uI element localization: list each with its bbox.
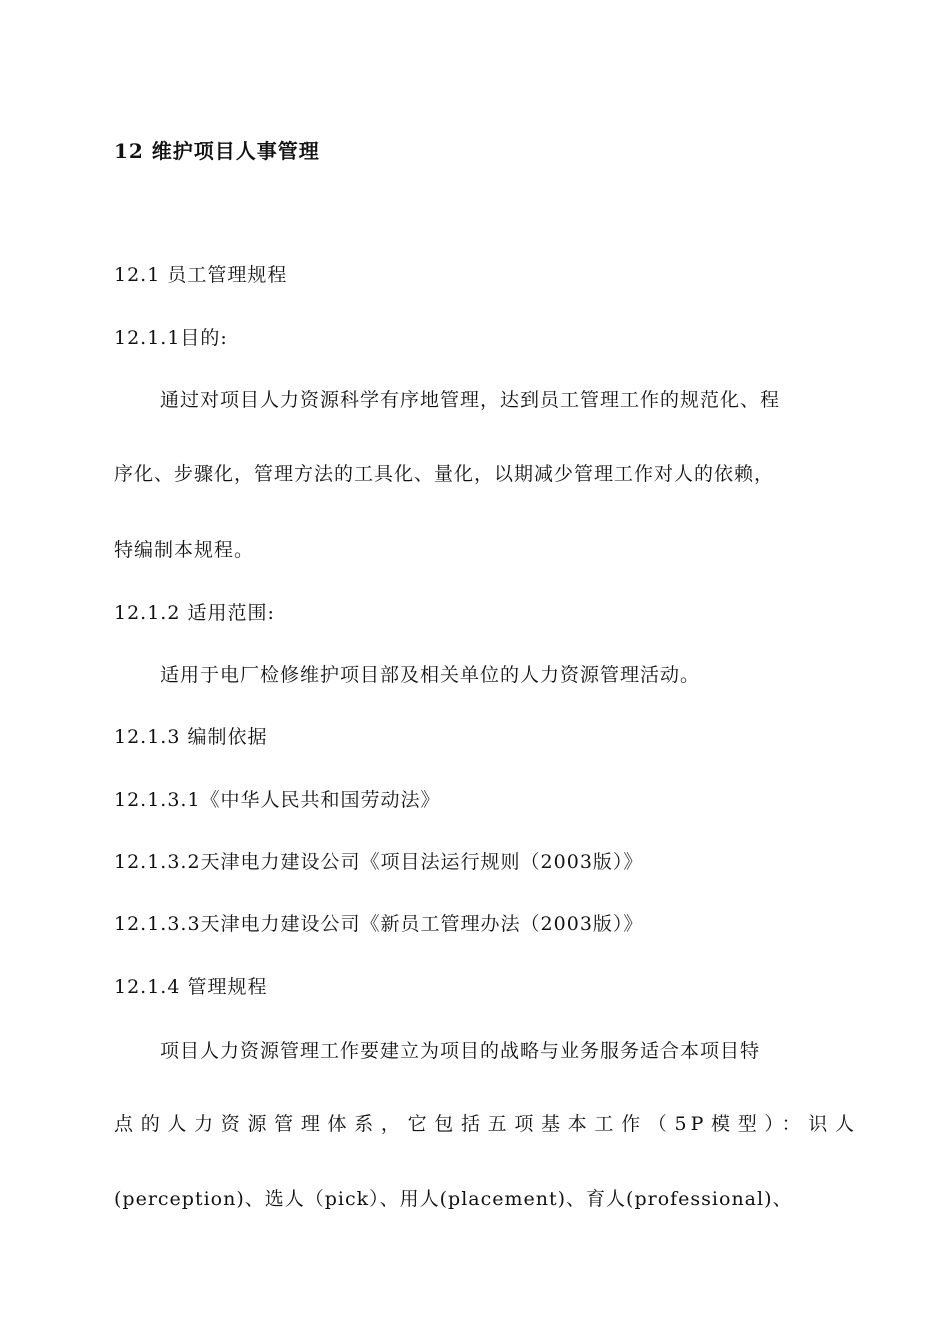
- purpose-paragraph-line-1: 通过对项目人力资源科学有序地管理，达到员工管理工作的规范化、程: [160, 389, 781, 411]
- section-12-1-3-title: 12.1.3 编制依据: [114, 726, 268, 748]
- section-12-1-title: 12.1 员工管理规程: [114, 264, 288, 286]
- rules-paragraph-line-3: (perception)、选人（pick）、用人(placement)、育人(professional)、: [114, 1188, 793, 1210]
- section-12-1-2-title: 12.1.2 适用范围:: [114, 602, 275, 624]
- rules-paragraph-line-2: 点的人力资源管理体系，它包括五项基本工作（5P模型）：识人: [114, 1113, 858, 1135]
- purpose-paragraph-line-3: 特编制本规程。: [114, 539, 255, 561]
- rules-paragraph-line-1: 项目人力资源管理工作要建立为项目的战略与业务服务适合本项目特: [160, 1040, 761, 1062]
- chapter-heading: 12 维护项目人事管理: [114, 139, 320, 163]
- basis-item-2: 12.1.3.2天津电力建设公司《项目法运行规则（2003版）》: [114, 851, 644, 873]
- purpose-paragraph-line-2: 序化、步骤化，管理方法的工具化、量化，以期减少管理工作对人的依赖，: [114, 463, 775, 485]
- section-12-1-1-title: 12.1.1目的:: [114, 327, 228, 349]
- basis-item-3: 12.1.3.3天津电力建设公司《新员工管理办法（2003版）》: [114, 913, 644, 935]
- section-12-1-4-title: 12.1.4 管理规程: [114, 976, 268, 998]
- scope-paragraph: 适用于电厂检修维护项目部及相关单位的人力资源管理活动。: [160, 664, 701, 686]
- basis-item-1: 12.1.3.1《中华人民共和国劳动法》: [114, 789, 441, 811]
